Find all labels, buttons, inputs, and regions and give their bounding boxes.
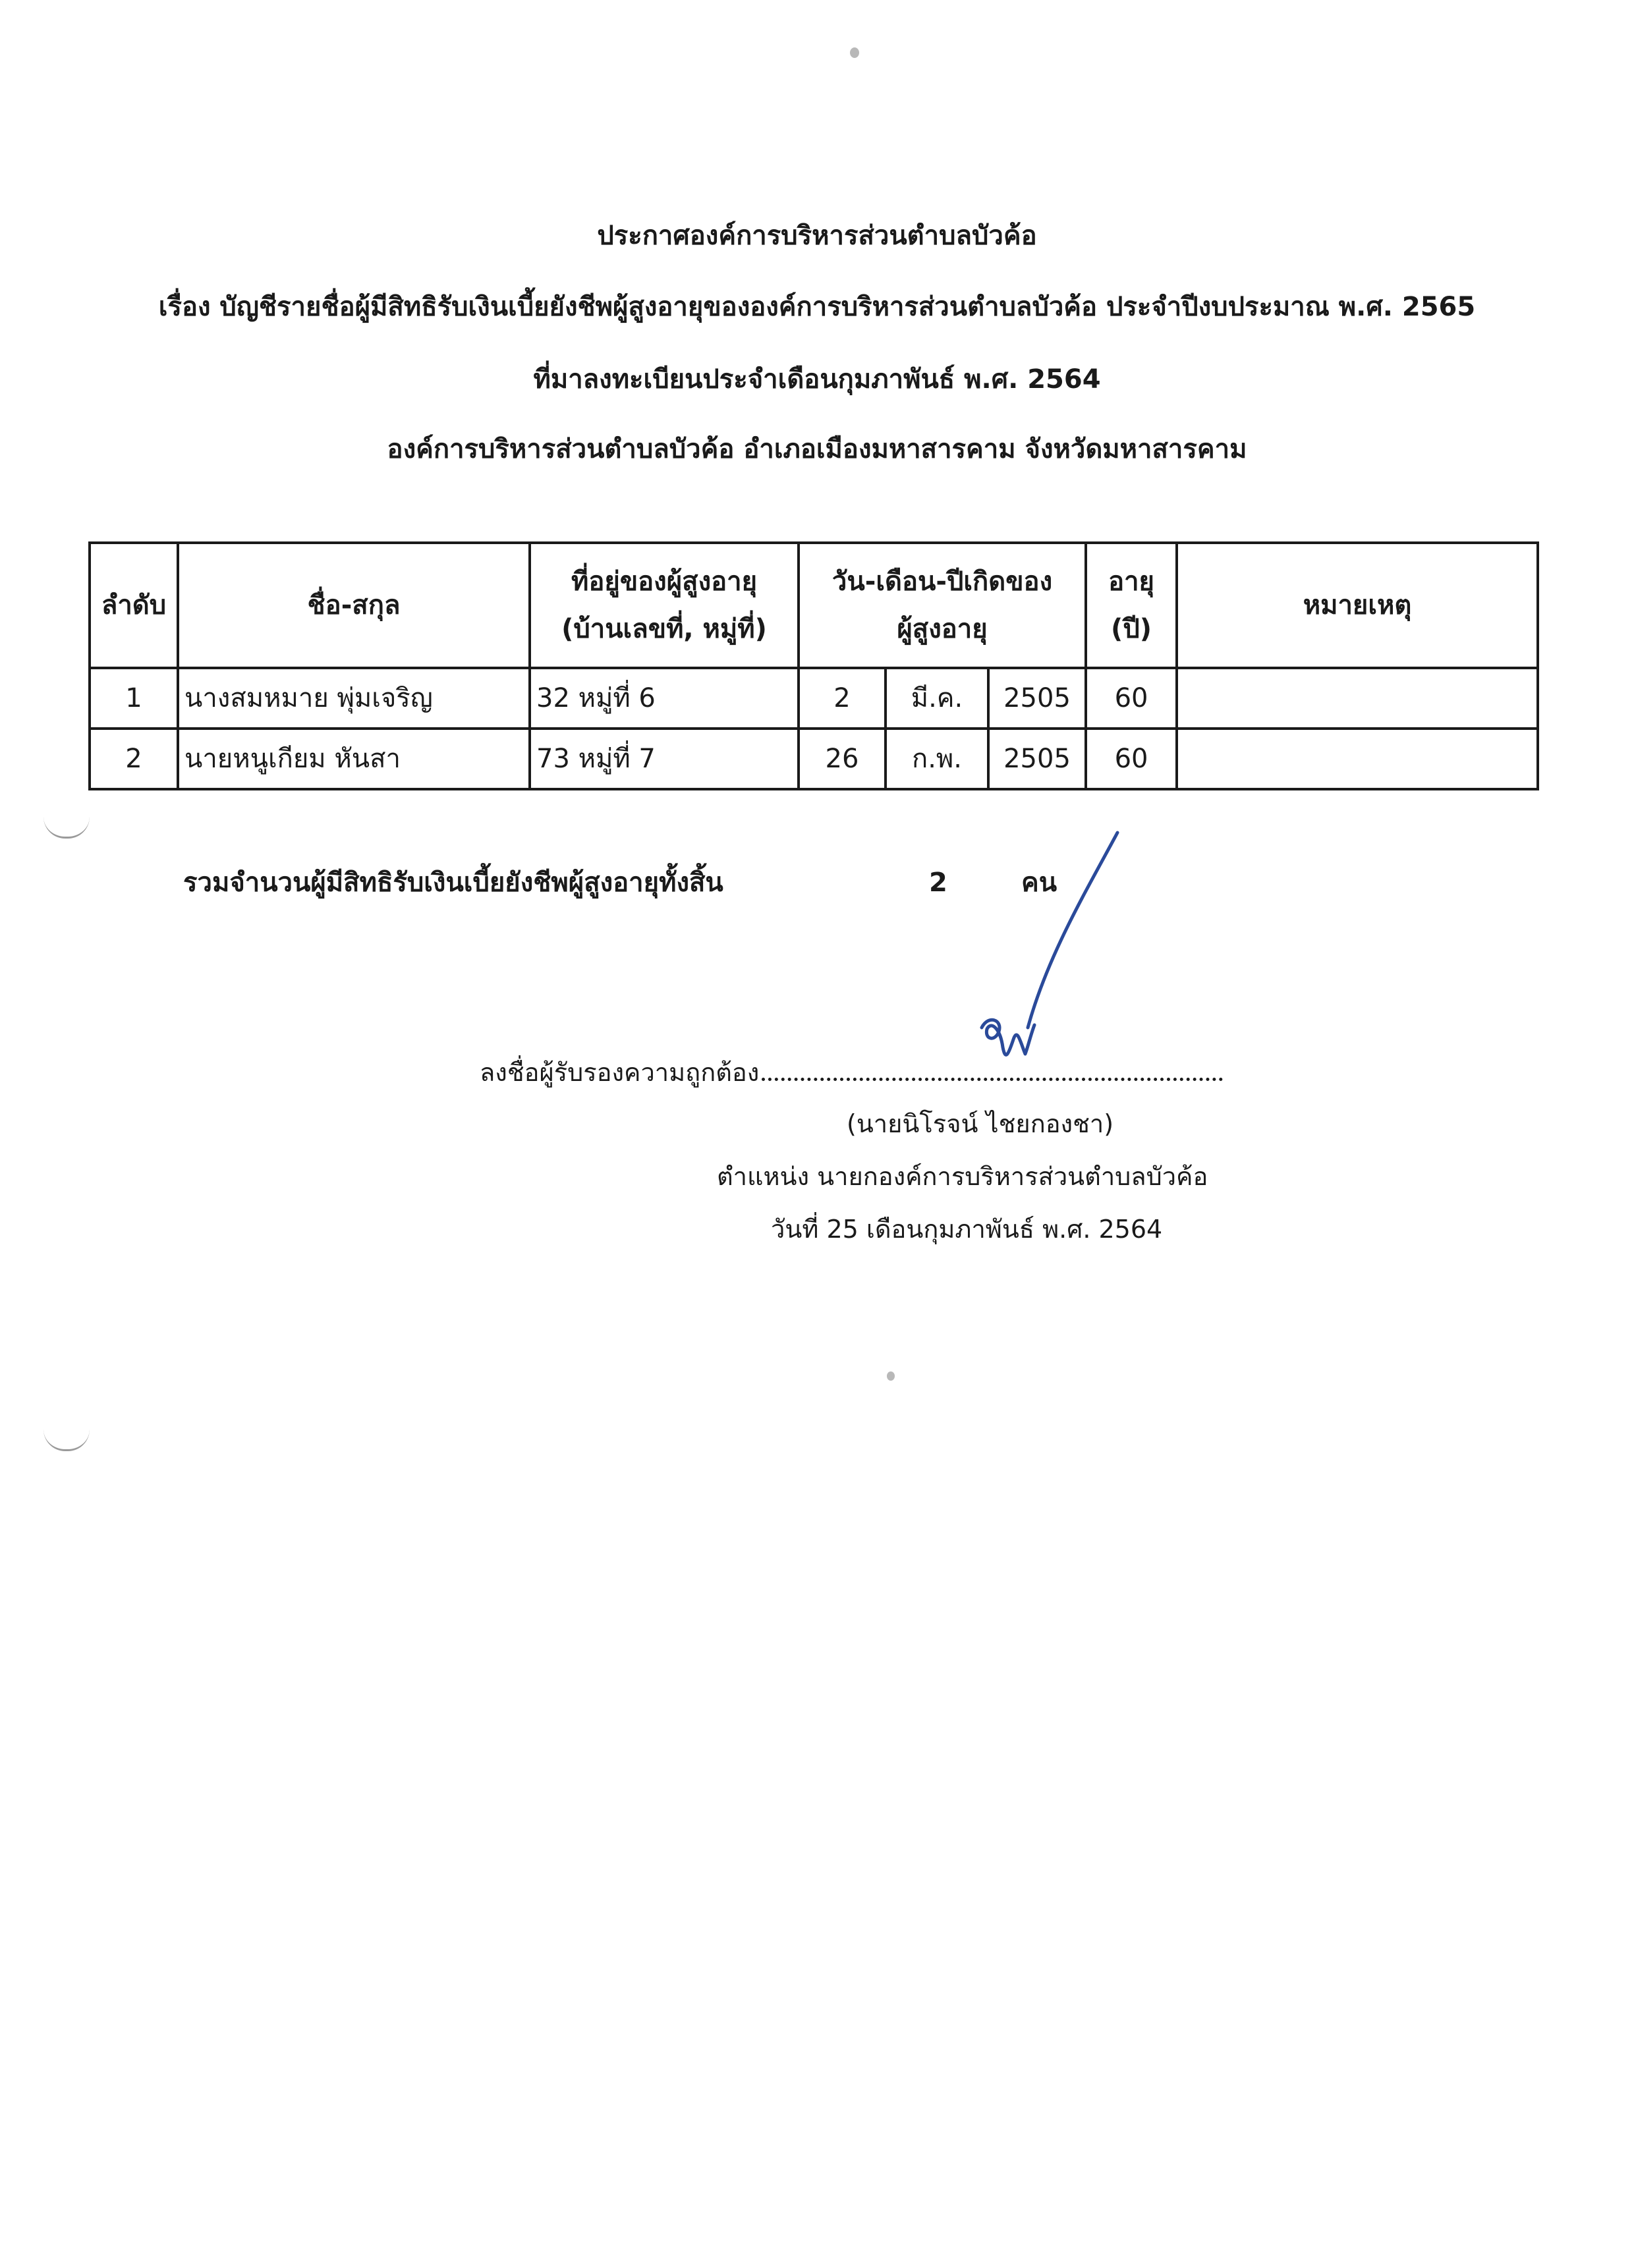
registration-month-line: ที่มาลงทะเบียนประจำเดือนกุมภาพันธ์ พ.ศ. 2564 bbox=[533, 364, 1101, 395]
scan-speck bbox=[887, 1371, 895, 1381]
header-age-line2: (ปี) bbox=[1111, 614, 1152, 644]
cell-birth-day: 2 bbox=[799, 668, 886, 729]
header-address bbox=[530, 543, 799, 668]
table-header-row bbox=[90, 543, 1538, 668]
subject-line: เรื่อง บัญชีรายชื่อผู้มีสิทธิรับเงินเบี้ยยังชีพผู้สูงอายุขององค์การบริหารส่วนตำบลบัวค้อ ประจำปีงบประมาณ พ.ศ. 2565 bbox=[158, 292, 1476, 322]
header-address-line1: ที่อยู่ของผู้สูงอายุ bbox=[571, 567, 758, 597]
header-birthdate bbox=[799, 543, 1086, 668]
cell-birth-month: ก.พ. bbox=[886, 729, 988, 789]
header-no: ลำดับ bbox=[90, 543, 178, 668]
summary-count: 2 bbox=[929, 868, 947, 898]
cell-remark bbox=[1177, 729, 1538, 789]
handwritten-signature bbox=[962, 830, 1133, 1080]
cell-name: นายหนูเกียม หันสา bbox=[178, 729, 530, 789]
cell-no: 1 bbox=[90, 668, 178, 729]
certification-date: วันที่ 25 เดือนกุมภาพันธ์ พ.ศ. 2564 bbox=[771, 1215, 1163, 1244]
sign-label: ลงชื่อผู้รับรองความถูกต้อง bbox=[480, 1058, 760, 1087]
announcement-title: ประกาศองค์การบริหารส่วนตำบลบัวค้อ bbox=[597, 221, 1037, 251]
cell-birth-day: 26 bbox=[799, 729, 886, 789]
header-birthdate-line2: ผู้สูงอายุ bbox=[897, 614, 988, 644]
cell-birth-year: 2505 bbox=[988, 668, 1086, 729]
summary-unit: คน bbox=[1021, 868, 1057, 898]
signature-dotted-line bbox=[762, 1054, 1223, 1081]
cell-remark bbox=[1177, 668, 1538, 729]
organization-line: องค์การบริหารส่วนตำบลบัวค้อ อำเภอเมืองมหาสารคาม จังหวัดมหาสารคาม bbox=[387, 434, 1247, 464]
header-age-line1: อายุ bbox=[1108, 567, 1154, 597]
cell-no: 2 bbox=[90, 729, 178, 789]
summary-label: รวมจำนวนผู้มีสิทธิรับเงินเบี้ยยังชีพผู้สูงอายุทั้งสิ้น bbox=[183, 868, 723, 898]
punch-hole-mark bbox=[43, 1429, 90, 1451]
scan-speck bbox=[850, 47, 859, 58]
cell-birth-year: 2505 bbox=[988, 729, 1086, 789]
header-remark: หมายเหตุ bbox=[1177, 543, 1538, 668]
table-row bbox=[90, 729, 1538, 789]
signer-position: ตำแหน่ง นายกองค์การบริหารส่วนตำบลบัวค้อ bbox=[717, 1162, 1208, 1191]
cell-address: 73 หมู่ที่ 7 bbox=[530, 729, 799, 789]
cell-birth-month: มี.ค. bbox=[886, 668, 988, 729]
cell-address: 32 หมู่ที่ 6 bbox=[530, 668, 799, 729]
elderly-allowance-table bbox=[88, 541, 1539, 790]
cell-name: นางสมหมาย พุ่มเจริญ bbox=[178, 668, 530, 729]
header-age bbox=[1086, 543, 1177, 668]
table-row bbox=[90, 668, 1538, 729]
cell-age: 60 bbox=[1086, 729, 1177, 789]
cell-age: 60 bbox=[1086, 668, 1177, 729]
header-birthdate-line1: วัน-เดือน-ปีเกิดของ bbox=[831, 567, 1053, 597]
header-name: ชื่อ-สกุล bbox=[178, 543, 530, 668]
signer-name: (นายนิโรจน์ ไชยกองชา) bbox=[847, 1109, 1114, 1138]
header-address-line2: (บ้านเลขที่, หมู่ที่) bbox=[561, 614, 767, 644]
punch-hole-mark bbox=[43, 817, 90, 839]
certification-sign-line bbox=[480, 1054, 1223, 1091]
